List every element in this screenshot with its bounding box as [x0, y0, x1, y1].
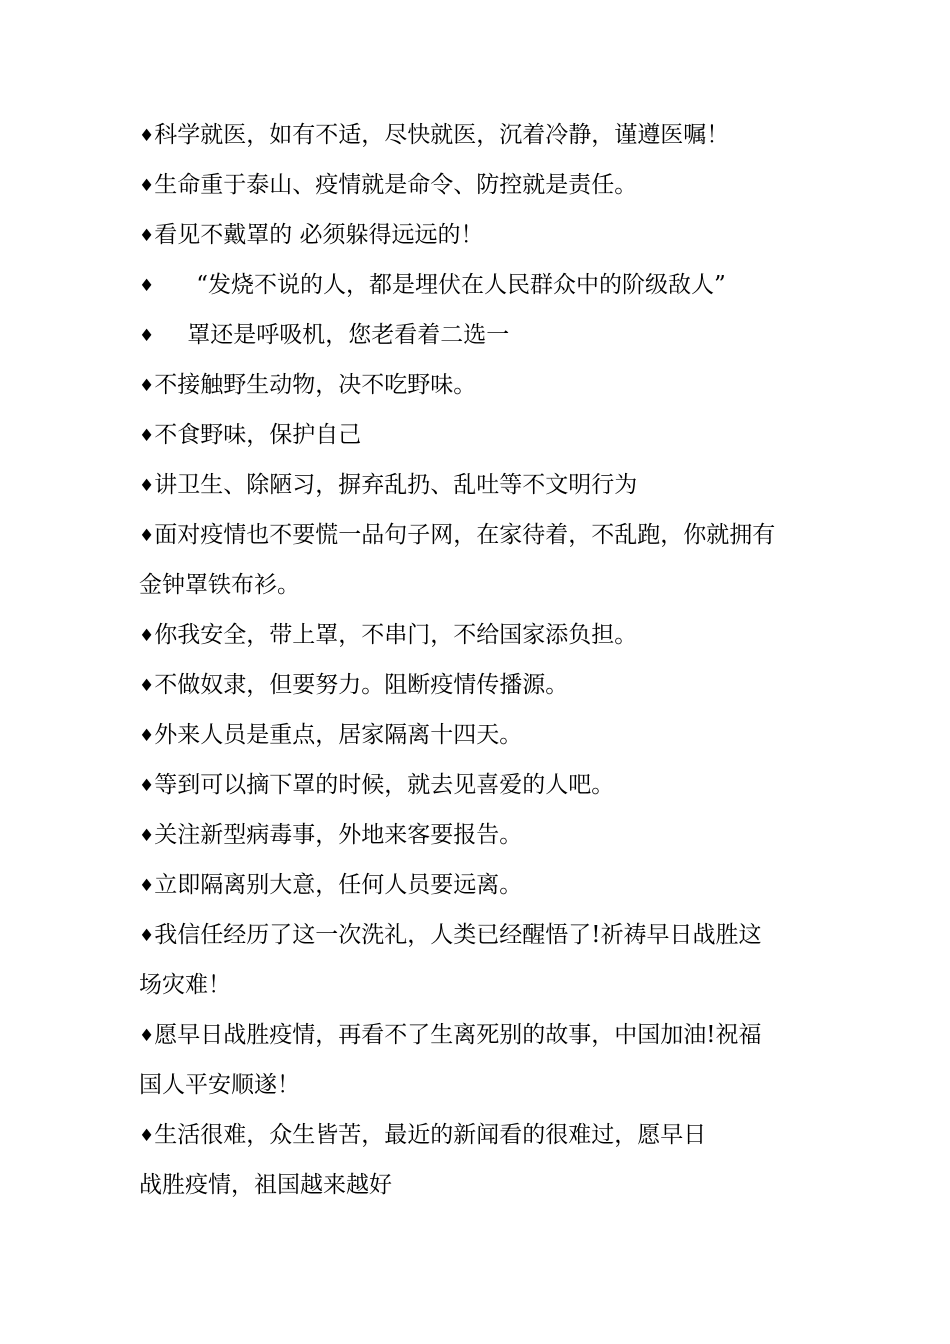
text-line	[139, 910, 829, 960]
text-line-continuation	[139, 560, 829, 610]
text-line-continuation	[139, 1160, 829, 1210]
diamond-bullet-icon: ♦	[139, 1126, 155, 1146]
item-text: 不食野味，保护自己	[154, 422, 362, 448]
item-text: 科学就医，如有不适，尽快就医，沉着冷静，谨遵医嘱！	[154, 122, 730, 148]
diamond-bullet-icon: ♦	[139, 726, 155, 746]
text-line	[139, 210, 829, 260]
document-body	[139, 110, 829, 1210]
item-text: 不做奴隶，但要努力。阻断疫情传播源。	[154, 672, 569, 698]
item-text: 国人平安顺遂！	[139, 1072, 300, 1098]
text-line	[139, 660, 829, 710]
text-line	[139, 760, 829, 810]
text-line	[139, 860, 829, 910]
diamond-bullet-icon: ♦	[139, 626, 155, 646]
text-line	[139, 810, 829, 860]
diamond-bullet-icon: ♦	[139, 926, 155, 946]
text-line	[139, 1110, 829, 1160]
diamond-bullet-icon: ♦	[139, 826, 155, 846]
item-text: 你我安全，带上罩，不串门，不给国家添负担。	[154, 622, 638, 648]
item-text: 看见不戴罩的 必须躲得远远的！	[154, 222, 484, 248]
text-line	[139, 460, 829, 510]
text-line	[139, 310, 829, 360]
text-line-continuation	[139, 960, 829, 1010]
item-text: 生活很难，众生皆苦，最近的新闻看的很难过，愿早日	[154, 1122, 707, 1148]
diamond-bullet-icon: ♦	[139, 676, 155, 696]
item-text: 生命重于泰山、疫情就是命令、防控就是责任。	[154, 172, 638, 198]
item-text: 战胜疫情，祖国越来越好	[139, 1172, 392, 1198]
item-text: 等到可以摘下罩的时候，就去见喜爱的人吧。	[154, 772, 615, 798]
item-text: 愿早日战胜疫情，再看不了生离死别的故事，中国加油!祝福	[154, 1022, 762, 1048]
diamond-bullet-icon: ♦	[139, 276, 155, 296]
text-line	[139, 260, 829, 310]
text-line	[139, 110, 829, 160]
diamond-bullet-icon: ♦	[139, 426, 155, 446]
diamond-bullet-icon: ♦	[139, 376, 155, 396]
text-line-continuation	[139, 1060, 829, 1110]
diamond-bullet-icon: ♦	[139, 876, 155, 896]
item-text: 讲卫生、除陋习，摒弃乱扔、乱吐等不文明行为	[154, 472, 638, 498]
text-line	[139, 360, 829, 410]
diamond-bullet-icon: ♦	[139, 476, 155, 496]
item-text: 不接触野生动物，决不吃野味。	[154, 372, 477, 398]
item-text: 面对疫情也不要慌一品句子网，在家待着，不乱跑，你就拥有	[154, 522, 776, 548]
text-line	[139, 160, 829, 210]
diamond-bullet-icon: ♦	[139, 176, 155, 196]
item-text: 罩还是呼吸机，您老看着二选一	[187, 322, 510, 348]
diamond-bullet-icon: ♦	[139, 326, 155, 346]
diamond-bullet-icon: ♦	[139, 126, 155, 146]
item-text: 场灾难！	[139, 972, 231, 998]
text-line	[139, 410, 829, 460]
diamond-bullet-icon: ♦	[139, 526, 155, 546]
item-text: 我信任经历了这一次洗礼，人类已经醒悟了!祈祷早日战胜这	[154, 922, 762, 948]
text-line	[139, 610, 829, 660]
item-text: 立即隔离别大意，任何人员要远离。	[154, 872, 523, 898]
item-text: “发烧不说的人，都是埋伏在人民群众中的阶级敌人”	[196, 272, 726, 298]
item-text: 关注新型病毒事，外地来客要报告。	[154, 822, 523, 848]
item-text: 外来人员是重点，居家隔离十四天。	[154, 722, 523, 748]
item-text: 金钟罩铁布衫。	[139, 572, 300, 598]
text-line	[139, 710, 829, 760]
diamond-bullet-icon: ♦	[139, 776, 155, 796]
text-line	[139, 510, 829, 560]
text-line	[139, 1010, 829, 1060]
diamond-bullet-icon: ♦	[139, 226, 155, 246]
diamond-bullet-icon: ♦	[139, 1026, 155, 1046]
